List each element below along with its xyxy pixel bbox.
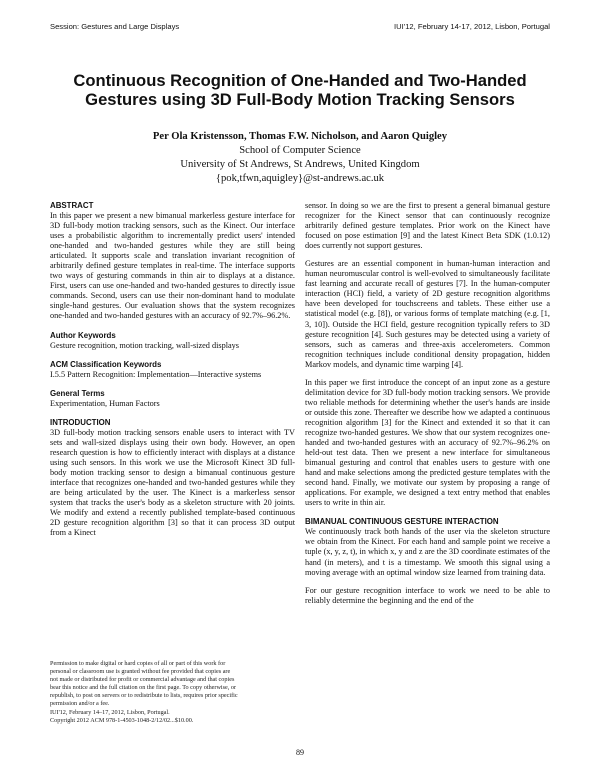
introduction-text: 3D full-body motion tracking sensors enable users to interact with TV sets and wall-sized displays using their own body. However, an open research question is how to efficiently interact with displays at a distance using such sensors. In this work we use the Microsoft Kinect 3D full-body motion tracking sensor to design a bimanual continuous gesture interface that recognizes one-handed and two-handed gestures while they are being articulated by the user. The Kinect is a markerless sensor system that tracks the user's body as a skeleton structure with 20 joints. We modify and extend a recently published template-based continuous 2D gesture recognition algorithm [3] so that it can process 3D output from a Kinect (50, 427, 295, 538)
body-paragraph: For our gesture recognition interface to work we need to be able to reliably determine the beginning and the end of the (305, 585, 550, 605)
copyright-notice (50, 660, 295, 725)
body-paragraph: sensor. In doing so we are the first to present a general bimanual gesture recognizer for the Kinect sensor that can continuously recognize arbitrarily defined gesture templates. Prior work on the Kinect have focused on pose estimation [9] and the latest Kinect Beta SDK (1.0.12) does currently not support gestures. (305, 201, 550, 251)
author-institution: University of St Andrews, St Andrews, United Kingdom (180, 159, 420, 170)
acm-heading: ACM Classification Keywords (50, 359, 162, 369)
copyright-line: republish, to post on servers or to redistribute to lists, requires prior specific (50, 692, 238, 700)
body-paragraph: In this paper we first introduce the concept of an input zone as a gesture delimitation device for 3D full-body motion tracking sensors. We provide two reliable methods for determining whether the user's hands are inside or outside this zone. Thereafter we describe how we adapted a continuous recognition algorithm [3] for the Kinect and extended it so that it can recognize two-handed gestures. We show that our system recognizes one-handed and two-handed gestures with an accuracy of 92.7%–96.2% on held-out test data. Then we present a new interface for simultaneous bimanual gesturing and control that enables users to gesture with one hand and make selections among the predicted gesture templates with the second hand. Finally, we motivate our system by proposing a range of applications. For example, we designed a text entry method that enables users to write in thin air. (305, 377, 550, 508)
running-header (50, 22, 550, 34)
right-column (305, 201, 550, 606)
author-block (60, 130, 540, 186)
body-paragraph: Gestures are an essential component in human-human interaction and human neuromuscular control is well-evolved to simultaneously facilitate fast learning and accurate recall of gestures [7]. In the human-computer interaction (HCI) field, a variety of 2D gesture recognition algorithms have been developed for touchscreens and tablets. These either use a statistical model (e.g. [8]), or various forms of template matching (e.g. [1, 3, 10]). Outside the HCI field, gesture recognition typically refers to 3D gesture recognition [4]. Such gestures may be detected using a variety of sensors, such as cameras and three-axis accelerometers. Common recognition techniques include conditional density propagation, hidden Markov models, and dynamic time warping [4]. (305, 259, 550, 369)
introduction-heading: INTRODUCTION (50, 417, 111, 427)
session-label: Session: Gestures and Large Displays (50, 22, 180, 31)
copyright-line: personal or classroom use is granted without fee provided that copies are (50, 668, 231, 676)
title-line-2: Gestures using 3D Full-Body Motion Tracking Sensors (85, 90, 515, 109)
author-names: Per Ola Kristensson, Thomas F.W. Nicholson, and Aaron Quigley (152, 131, 448, 142)
copyright-line: Permission to make digital or hard copies of all or part of this work for (50, 660, 226, 667)
paper-title (40, 71, 560, 109)
bimanual-heading: BIMANUAL CONTINUOUS GESTURE INTERACTION (305, 517, 499, 527)
page-number: 89 (296, 748, 304, 757)
keywords-text: Gesture recognition, motion tracking, wall-sized displays (50, 340, 240, 350)
body-paragraph: We continuously track both hands of the user via the skeleton structure we obtain from the Kinect. For each hand and sample point we receive a tuple (x, y, z, t), in which x, y and z are the 3D coordinate estimates of the hand (in meters), and t is a timestamp. We smooth this signal using a moving average with an optimal window size learned from training data. (305, 527, 550, 577)
abstract-heading: ABSTRACT (50, 201, 94, 210)
abstract-text: In this paper we present a new bimanual markerless gesture interface for 3D full-body motion tracking sensors, such as the Kinect. Our interface uses a probabilistic algorithm to incrementally predict users' intended one-handed and two-handed gestures while they are still being articulated. It supports scale and translation invariant recognition of arbitrarily defined gesture templates in real-time. The interface supports two ways of gesturing commands in thin air to displays at a distance. First, users can use one-handed and two-handed gestures to directly issue commands. Second, users can use their non-dominant hand to modulate single-hand gestures. Our evaluation shows that the system recognizes one-handed and two-handed gestures with an accuracy of 92.7%–96.2%. (50, 211, 295, 321)
left-column (50, 201, 295, 538)
terms-text: Experimentation, Human Factors (50, 398, 160, 408)
copyright-line: permission and/or a fee. (50, 700, 110, 708)
copyright-line: bear this notice and the full citation on the first page. To copy otherwise, or (50, 684, 237, 692)
acm-text: I.5.5 Pattern Recognition: Implementation—Interactive systems (50, 369, 262, 379)
author-affiliation: School of Computer Science (239, 145, 361, 156)
terms-heading: General Terms (50, 388, 105, 398)
copyright-line: IUI'12, February 14–17, 2012, Lisbon, Portugal. (50, 708, 170, 716)
keywords-heading: Author Keywords (50, 330, 116, 340)
author-email: {pok,tfwn,aquigley}@st-andrews.ac.uk (215, 173, 385, 184)
conference-label: IUI'12, February 14-17, 2012, Lisbon, Portugal (394, 22, 550, 31)
copyright-line: Copyright 2012 ACM 978-1-4503-1048-2/12/02...$10.00. (50, 716, 194, 724)
title-line-1: Continuous Recognition of One-Handed and Two-Handed (73, 71, 527, 90)
copyright-line: not made or distributed for profit or commercial advantage and that copies (50, 676, 235, 684)
